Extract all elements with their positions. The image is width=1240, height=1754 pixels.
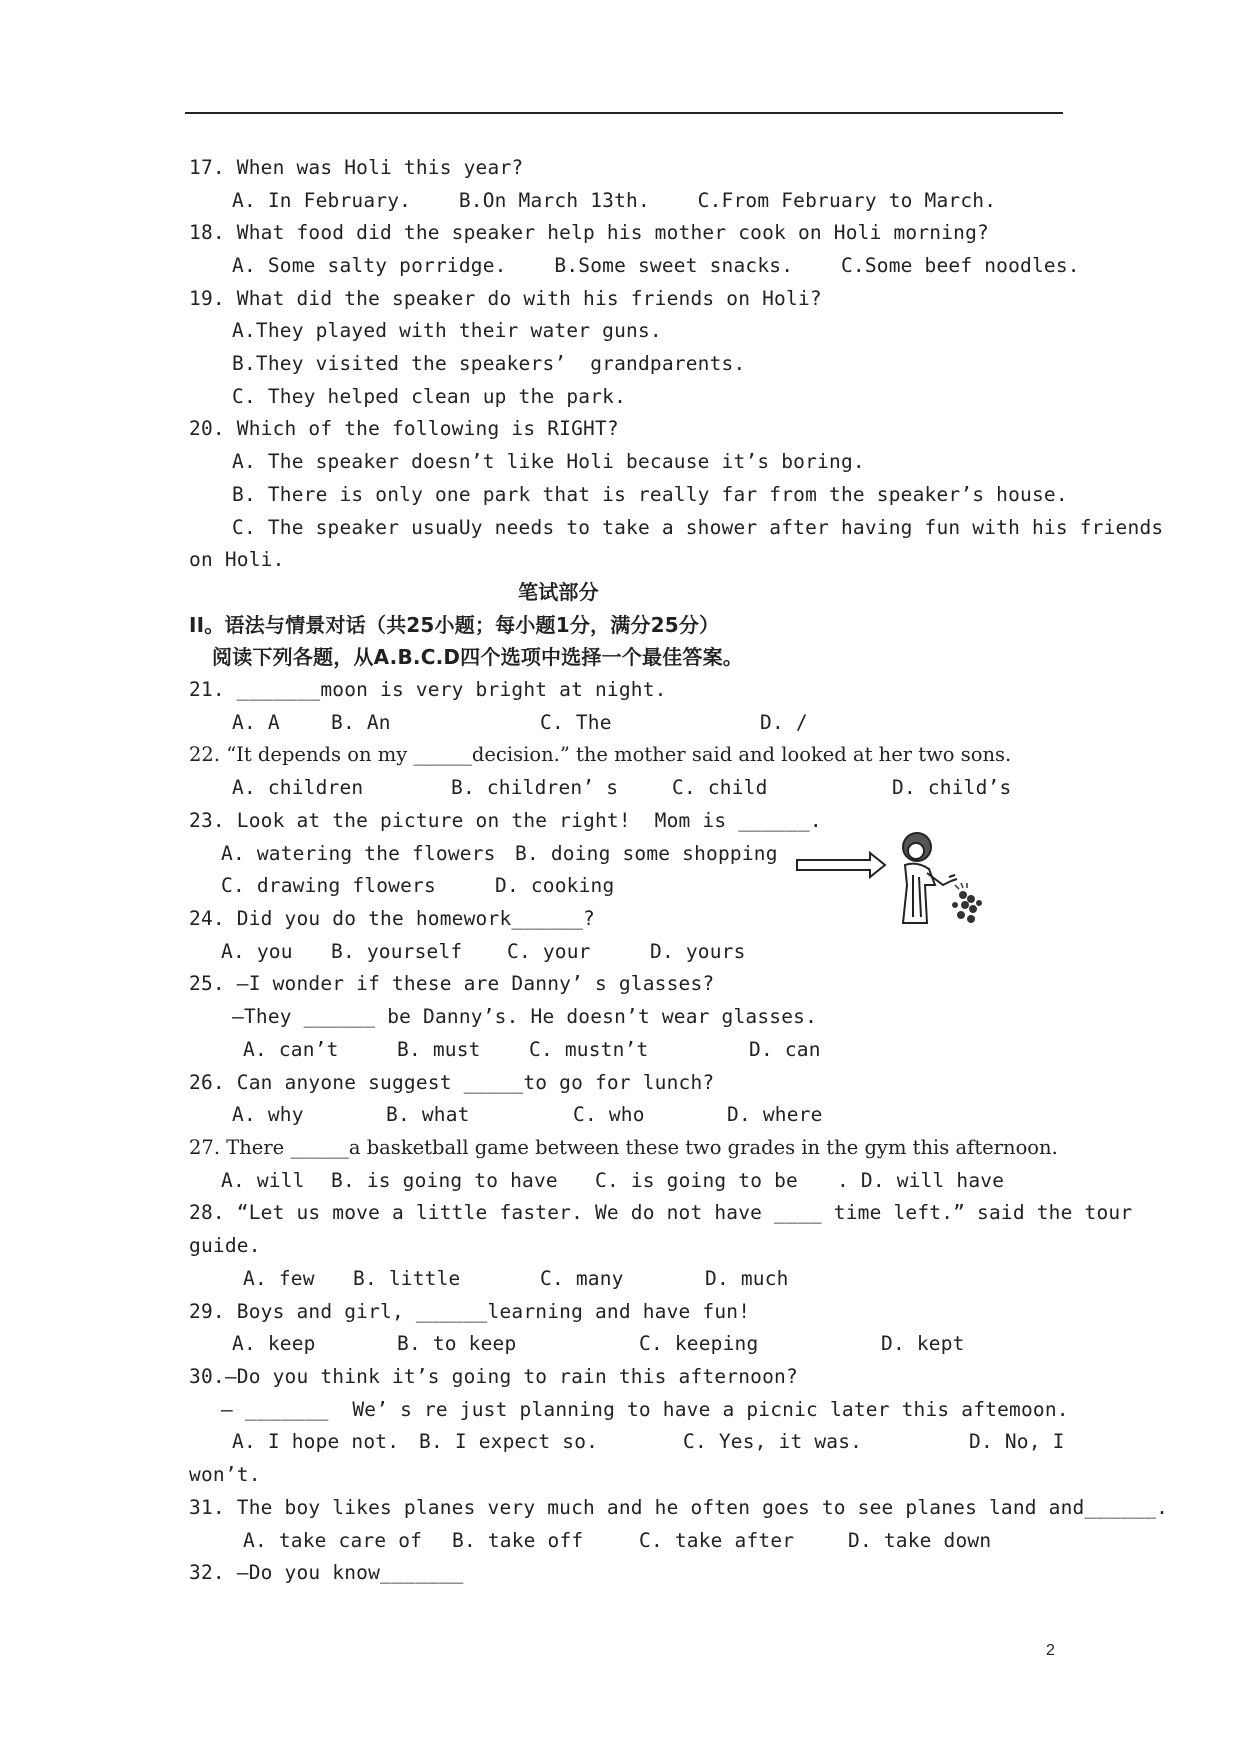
option-21a: A. A [232, 711, 280, 734]
option-22b: B. children’ s [451, 776, 619, 799]
options-17: A. In February. B.On March 13th. C.From February to March. [232, 189, 997, 212]
flowers-icon [952, 883, 982, 923]
option-25b: B. must [397, 1038, 481, 1061]
option-25a: A. can’t [243, 1038, 339, 1061]
option-29b: B. to keep [397, 1332, 517, 1355]
option-20c-cont: on Holi. [189, 548, 285, 571]
question-28: 28. “Let us move a little faster. We do not have ____ time left.” said the tour [189, 1201, 1133, 1224]
question-25-reply: —They ______ be Danny’s. He doesn’t wear glasses. [232, 1005, 818, 1028]
page-number: 2 [1046, 1642, 1055, 1659]
option-24b: B. yourself [331, 940, 463, 963]
option-25c: C. mustn’t [529, 1038, 649, 1061]
option-23d: D. cooking [495, 874, 615, 897]
option-21c: C. The [540, 711, 612, 734]
option-29a: A. keep [232, 1332, 316, 1355]
option-22d: D. child’s [892, 776, 1012, 799]
woman-icon [903, 833, 957, 923]
question-20: 20. Which of the following is RIGHT? [189, 417, 619, 440]
option-24c: C. your [507, 940, 591, 963]
option-23b: B. doing some shopping [515, 842, 778, 865]
option-30c: C. Yes, it was. [683, 1430, 863, 1453]
option-24a: A. you [221, 940, 293, 963]
option-30d: D. No, I [969, 1430, 1065, 1453]
option-26a: A. why [232, 1103, 304, 1126]
option-26d: D. where [727, 1103, 823, 1126]
option-19b: B.They visited the speakers’ grandparents. [232, 352, 746, 375]
watering-flowers-picture [795, 825, 985, 930]
option-31c: C. take after [639, 1529, 795, 1552]
option-26c: C. who [573, 1103, 645, 1126]
option-19c: C. They helped clean up the park. [232, 385, 627, 408]
question-23: 23. Look at the picture on the right! Mom is ______. [189, 809, 822, 832]
option-20a: A. The speaker doesn’t like Holi because it’s boring. [232, 450, 865, 473]
option-22c: C. child [672, 776, 768, 799]
option-20c: C. The speaker usuaUy needs to take a shower after having fun with his friends [232, 516, 1164, 539]
arrow-icon [797, 853, 885, 877]
option-28b: B. little [353, 1267, 461, 1290]
option-19a: A.They played with their water guns. [232, 319, 662, 342]
question-26: 26. Can anyone suggest _____to go for lunch? [189, 1071, 715, 1094]
question-24: 24. Did you do the homework______? [189, 907, 595, 930]
header-rule [185, 112, 1063, 114]
part-title: II。语法与情景对话（共25小题；每小题1分，满分25分） [189, 613, 720, 637]
option-31a: A. take care of [243, 1529, 423, 1552]
option-27a: A. will [221, 1169, 305, 1192]
option-29c: C. keeping [639, 1332, 759, 1355]
option-25d: D. can [749, 1038, 821, 1061]
question-31: 31. The boy likes planes very much and he often goes to see planes land and______. [189, 1496, 1169, 1519]
part-instruction: 阅读下列各题，从A.B.C.D四个选项中选择一个最佳答案。 [212, 645, 743, 669]
option-29d: D. kept [881, 1332, 965, 1355]
option-27d: . D. will have [837, 1169, 1005, 1192]
option-22a: A. children [232, 776, 364, 799]
option-30d-cont: won’t. [189, 1463, 261, 1486]
option-30a: A. I hope not. [232, 1430, 400, 1453]
question-21: 21. _______moon is very bright at night. [189, 678, 667, 701]
question-32: 32. —Do you know_______ [189, 1561, 464, 1584]
option-27b: B. is going to have [331, 1169, 558, 1192]
option-30b: B. I expect so. [419, 1430, 599, 1453]
options-18: A. Some salty porridge. B.Some sweet snacks. C.Some beef noodles. [232, 254, 1080, 277]
section-title: 笔试部分 [518, 580, 599, 604]
option-21b: B. An [331, 711, 391, 734]
question-22: 22. “It depends on my ______decision.” the mother said and looked at her two sons. [189, 743, 1012, 766]
question-27: 27. There ______a basketball game between these two grades in the gym this afternoon. [189, 1136, 1058, 1159]
question-30-reply: — _______ We’ s re just planning to have a picnic later this aftemoon. [221, 1398, 1069, 1421]
option-31b: B. take off [452, 1529, 584, 1552]
question-25: 25. —I wonder if these are Danny’ s glasses? [189, 972, 715, 995]
question-28-cont: guide. [189, 1234, 261, 1257]
question-18: 18. What food did the speaker help his mother cook on Holi morning? [189, 221, 989, 244]
option-23c: C. drawing flowers [221, 874, 436, 897]
question-29: 29. Boys and girl, ______learning and have fun! [189, 1300, 751, 1323]
option-27c: C. is going to be [595, 1169, 798, 1192]
option-28d: D. much [705, 1267, 789, 1290]
option-28a: A. few [243, 1267, 315, 1290]
question-30: 30.—Do you think it’s going to rain this afternoon? [189, 1365, 798, 1388]
option-24d: D. yours [650, 940, 746, 963]
option-26b: B. what [386, 1103, 470, 1126]
option-21d: D. / [760, 711, 808, 734]
question-19: 19. What did the speaker do with his friends on Holi? [189, 287, 822, 310]
option-31d: D. take down [848, 1529, 992, 1552]
option-20b: B. There is only one park that is really far from the speaker’s house. [232, 483, 1068, 506]
option-28c: C. many [540, 1267, 624, 1290]
question-17: 17. When was Holi this year? [189, 156, 524, 179]
option-23a: A. watering the flowers [221, 842, 496, 865]
